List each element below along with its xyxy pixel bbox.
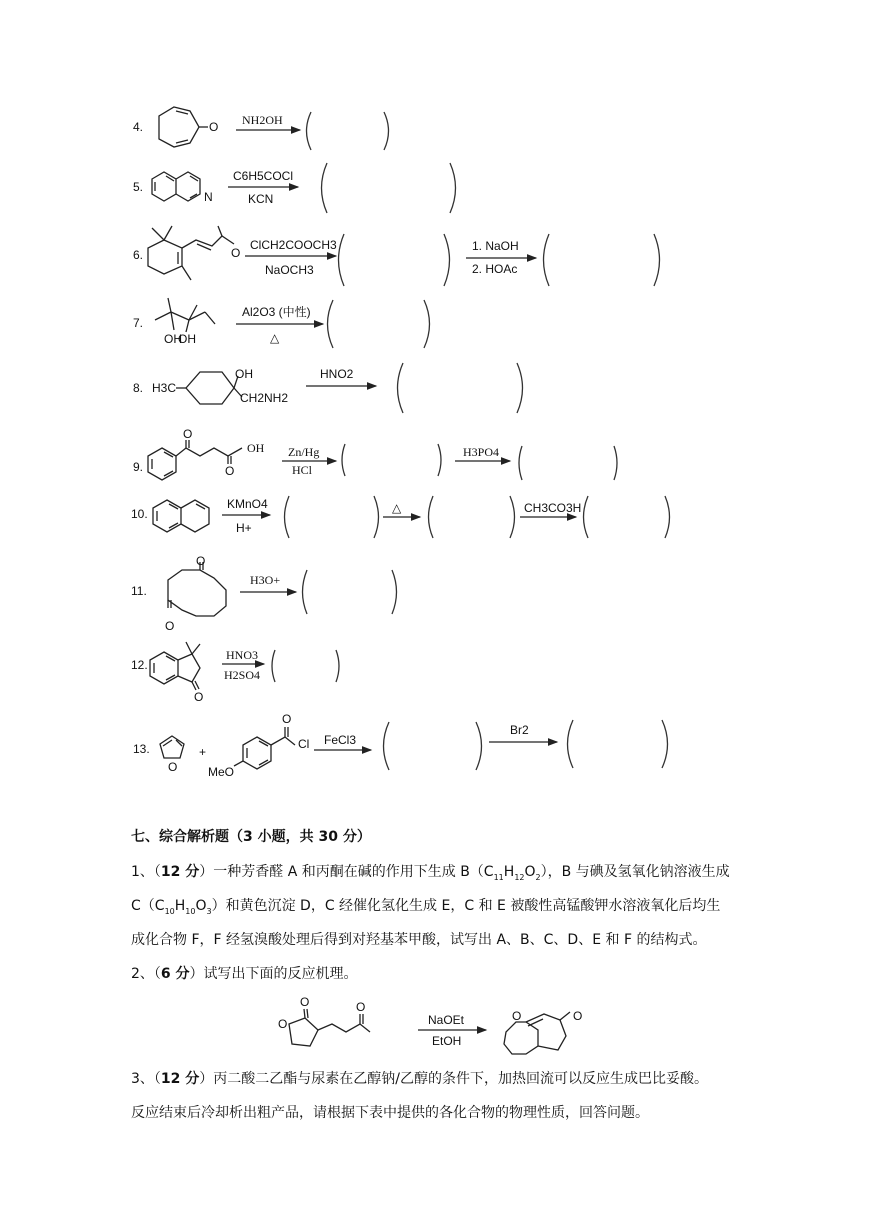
carbonyl-oxygen-label: O bbox=[194, 690, 204, 704]
ketone-oxygen-label: O bbox=[231, 246, 241, 260]
text-segment: 1、（ bbox=[131, 864, 161, 880]
carbonyl-oxygen-label: O bbox=[282, 712, 292, 726]
text-segment: ）丙二酸二乙酯与尿素在乙醇钠/乙醇的条件下，加热回流可以反应生成巴比妥酸。 bbox=[199, 1071, 708, 1087]
reaction-number: 5. bbox=[133, 180, 144, 194]
points-label: 12 分 bbox=[160, 1071, 200, 1087]
ketone-oxygen-label: O bbox=[356, 1000, 366, 1014]
product-ketone-label: O bbox=[573, 1009, 583, 1023]
reaction-13 bbox=[133, 712, 668, 779]
answer-bracket-left bbox=[339, 234, 345, 286]
chlorine-label: Cl bbox=[298, 737, 310, 751]
reagent-top-label: ClCH2COOCH3 bbox=[250, 238, 337, 252]
reagent-top-label: C6H5COCl bbox=[233, 169, 294, 183]
reagent-top-label: Zn/Hg bbox=[288, 445, 320, 459]
cyclohexane-structure bbox=[176, 367, 288, 405]
product-ring-oxygen-label: O bbox=[512, 1009, 522, 1023]
reagent-top-label: NaOEt bbox=[428, 1013, 465, 1027]
subscript: 11 bbox=[493, 872, 504, 882]
ring-oxygen-label: O bbox=[278, 1017, 288, 1031]
reagent-label: NH2OH bbox=[242, 113, 283, 127]
reaction-11 bbox=[131, 554, 397, 633]
reaction-number: 12. bbox=[131, 658, 148, 672]
answer-bracket-left bbox=[398, 363, 404, 413]
nitrogen-label: N bbox=[204, 190, 213, 204]
step2-bottom-label: 2. HOAc bbox=[472, 262, 518, 276]
step2-top-label: 1. NaOH bbox=[472, 239, 519, 253]
anisoyl-chloride-structure bbox=[208, 712, 309, 779]
answer-bracket-right-2 bbox=[510, 496, 515, 538]
ketone-oxygen-label: O bbox=[183, 427, 193, 441]
points-label: 6 分 bbox=[160, 966, 190, 982]
reagent-bottom-label: HCl bbox=[292, 463, 313, 477]
reagent-bottom-label: △ bbox=[270, 331, 280, 345]
reagent-bottom-label: H+ bbox=[236, 521, 252, 535]
answer-bracket-left bbox=[328, 300, 334, 348]
text-segment: ），B 与碘及氢氧化钠溶液生成 bbox=[540, 864, 730, 880]
reagent-label: HNO2 bbox=[320, 367, 354, 381]
lactone-carbonyl-label: O bbox=[300, 995, 310, 1009]
answer-bracket-left-2 bbox=[544, 234, 550, 286]
text-segment: ）和黄色沉淀 D，C 经催化氢化生成 E，C 和 E 被酸性高锰酸钾水溶液氧化后均生 bbox=[211, 898, 721, 914]
answer-bracket-right bbox=[438, 444, 441, 476]
step3-label: CH3CO3H bbox=[524, 501, 582, 515]
carbonyl-oxygen-label-2: O bbox=[165, 619, 175, 633]
reaction-number: 7. bbox=[133, 316, 144, 330]
step2-label: △ bbox=[392, 501, 402, 515]
question-1-line-3: 成化合物 F，F 经氢溴酸处理后得到对羟基苯甲酸，试写出 A、B、C、D、E 和 F 的结构式。 bbox=[131, 932, 707, 948]
benzoylpropanoic-acid-structure bbox=[148, 427, 265, 480]
answer-bracket-left bbox=[285, 496, 290, 538]
pinacol-structure bbox=[155, 298, 215, 346]
tropone-structure bbox=[159, 107, 218, 147]
answer-bracket-right-3 bbox=[665, 496, 670, 538]
subscript: 10 bbox=[164, 906, 175, 916]
section-heading: 七、综合解析题（3 小题，共 30 分） bbox=[131, 829, 371, 845]
reaction-number: 11. bbox=[131, 584, 147, 598]
answer-bracket-right bbox=[424, 300, 430, 348]
text-segment: H bbox=[503, 864, 515, 880]
methyl-prefix-label: H3C bbox=[152, 381, 177, 395]
cyclodecanedione-structure bbox=[165, 554, 226, 633]
reagent-top-label: Al2O3 (中性) bbox=[242, 305, 311, 319]
reagent-top-label: KMnO4 bbox=[227, 497, 268, 511]
question-1-line-1 bbox=[131, 862, 730, 888]
carbonyl-oxygen-label-1: O bbox=[196, 554, 206, 568]
text-segment: O bbox=[195, 898, 207, 914]
hydroxyl-label-1: OH bbox=[164, 332, 182, 346]
answer-bracket-left bbox=[307, 112, 312, 150]
text-segment: O bbox=[524, 864, 536, 880]
text-segment: ）试写出下面的反应机理。 bbox=[189, 966, 358, 982]
answer-bracket-left-2 bbox=[519, 446, 522, 480]
reaction-number: 4. bbox=[133, 120, 144, 134]
answer-bracket-left bbox=[272, 650, 275, 682]
hydroxyl-label: OH bbox=[235, 367, 253, 381]
reaction-number: 6. bbox=[133, 248, 144, 262]
subscript: 2 bbox=[535, 872, 541, 882]
reagent-bottom-label: H2SO4 bbox=[224, 668, 261, 682]
dimethylindanone-structure bbox=[150, 642, 203, 704]
reagent-bottom-label: KCN bbox=[248, 192, 274, 206]
question-3-line-1 bbox=[131, 1069, 708, 1089]
answer-bracket-left bbox=[384, 722, 390, 770]
hydroxyl-label: OH bbox=[247, 441, 265, 455]
answer-bracket-left bbox=[303, 570, 308, 614]
methoxy-label: MeO bbox=[208, 765, 235, 779]
bicyclic-enone-structure bbox=[504, 1009, 582, 1054]
reaction-number: 8. bbox=[133, 381, 144, 395]
furan-structure bbox=[160, 736, 184, 774]
step2-label: H3PO4 bbox=[463, 445, 500, 459]
aminomethyl-label: CH2NH2 bbox=[240, 391, 289, 405]
furan-oxygen-label: O bbox=[168, 760, 178, 774]
reagent-label: H3O+ bbox=[250, 573, 281, 587]
mechanism-scheme bbox=[278, 995, 582, 1054]
text-segment: 2、（ bbox=[131, 966, 161, 982]
text-segment: 3、（ bbox=[131, 1071, 161, 1087]
reaction-4 bbox=[133, 107, 389, 150]
answer-bracket-right bbox=[444, 234, 450, 286]
reaction-7 bbox=[133, 298, 430, 348]
answer-bracket-right bbox=[336, 650, 339, 682]
acid-oxygen-label: O bbox=[225, 464, 235, 478]
reaction-8 bbox=[133, 363, 523, 413]
reaction-10 bbox=[131, 496, 670, 538]
points-label: 12 分 bbox=[160, 864, 200, 880]
keto-lactone-structure bbox=[278, 995, 370, 1046]
question-2-line bbox=[131, 964, 358, 984]
reaction-5 bbox=[133, 163, 456, 213]
answer-bracket-right bbox=[450, 163, 456, 213]
isoquinoline-structure bbox=[152, 172, 213, 204]
question-1-line-2 bbox=[131, 896, 720, 922]
reaction-6 bbox=[133, 226, 660, 286]
reagent-bottom-label: EtOH bbox=[432, 1034, 462, 1048]
question-3-line-2: 反应结束后冷却析出粗产品，请根据下表中提供的各化合物的物理性质，回答问题。 bbox=[131, 1105, 649, 1121]
answer-bracket-right-2 bbox=[614, 446, 617, 480]
reagent-label: FeCl3 bbox=[324, 733, 357, 747]
step2-label: Br2 bbox=[510, 723, 529, 737]
answer-bracket-left-2 bbox=[429, 496, 434, 538]
text-segment: H bbox=[174, 898, 186, 914]
answer-bracket-left bbox=[322, 163, 328, 213]
answer-bracket-right bbox=[384, 112, 389, 150]
reaction-number: 10. bbox=[131, 507, 148, 521]
subscript: 10 bbox=[185, 906, 196, 916]
carbonyl-oxygen-label: O bbox=[209, 120, 219, 134]
hydroxyl-label-2: OH bbox=[178, 332, 196, 346]
reagent-top-label: HNO3 bbox=[226, 648, 258, 662]
reaction-number: 13. bbox=[133, 742, 150, 756]
subscript: 3 bbox=[206, 906, 212, 916]
text-segment: ）一种芳香醛 A 和丙酮在碱的作用下生成 B（C bbox=[199, 864, 494, 880]
answer-bracket-right bbox=[517, 363, 523, 413]
plus-sign: + bbox=[199, 745, 207, 759]
answer-bracket-right bbox=[374, 496, 379, 538]
subscript: 12 bbox=[514, 872, 525, 882]
dihydronaphthalene-structure bbox=[153, 500, 209, 532]
answer-bracket-right bbox=[476, 722, 482, 770]
answer-bracket-right bbox=[392, 570, 397, 614]
reaction-12 bbox=[131, 642, 339, 704]
answer-bracket-left-3 bbox=[584, 496, 589, 538]
text-segment: C（C bbox=[131, 898, 165, 914]
reaction-9 bbox=[133, 427, 617, 480]
answer-bracket-left bbox=[342, 444, 345, 476]
reagent-bottom-label: NaOCH3 bbox=[265, 263, 314, 277]
reaction-number: 9. bbox=[133, 460, 144, 474]
answer-bracket-right-2 bbox=[662, 720, 668, 768]
answer-bracket-right-2 bbox=[654, 234, 660, 286]
ionone-structure bbox=[148, 226, 240, 280]
answer-bracket-left-2 bbox=[568, 720, 574, 768]
